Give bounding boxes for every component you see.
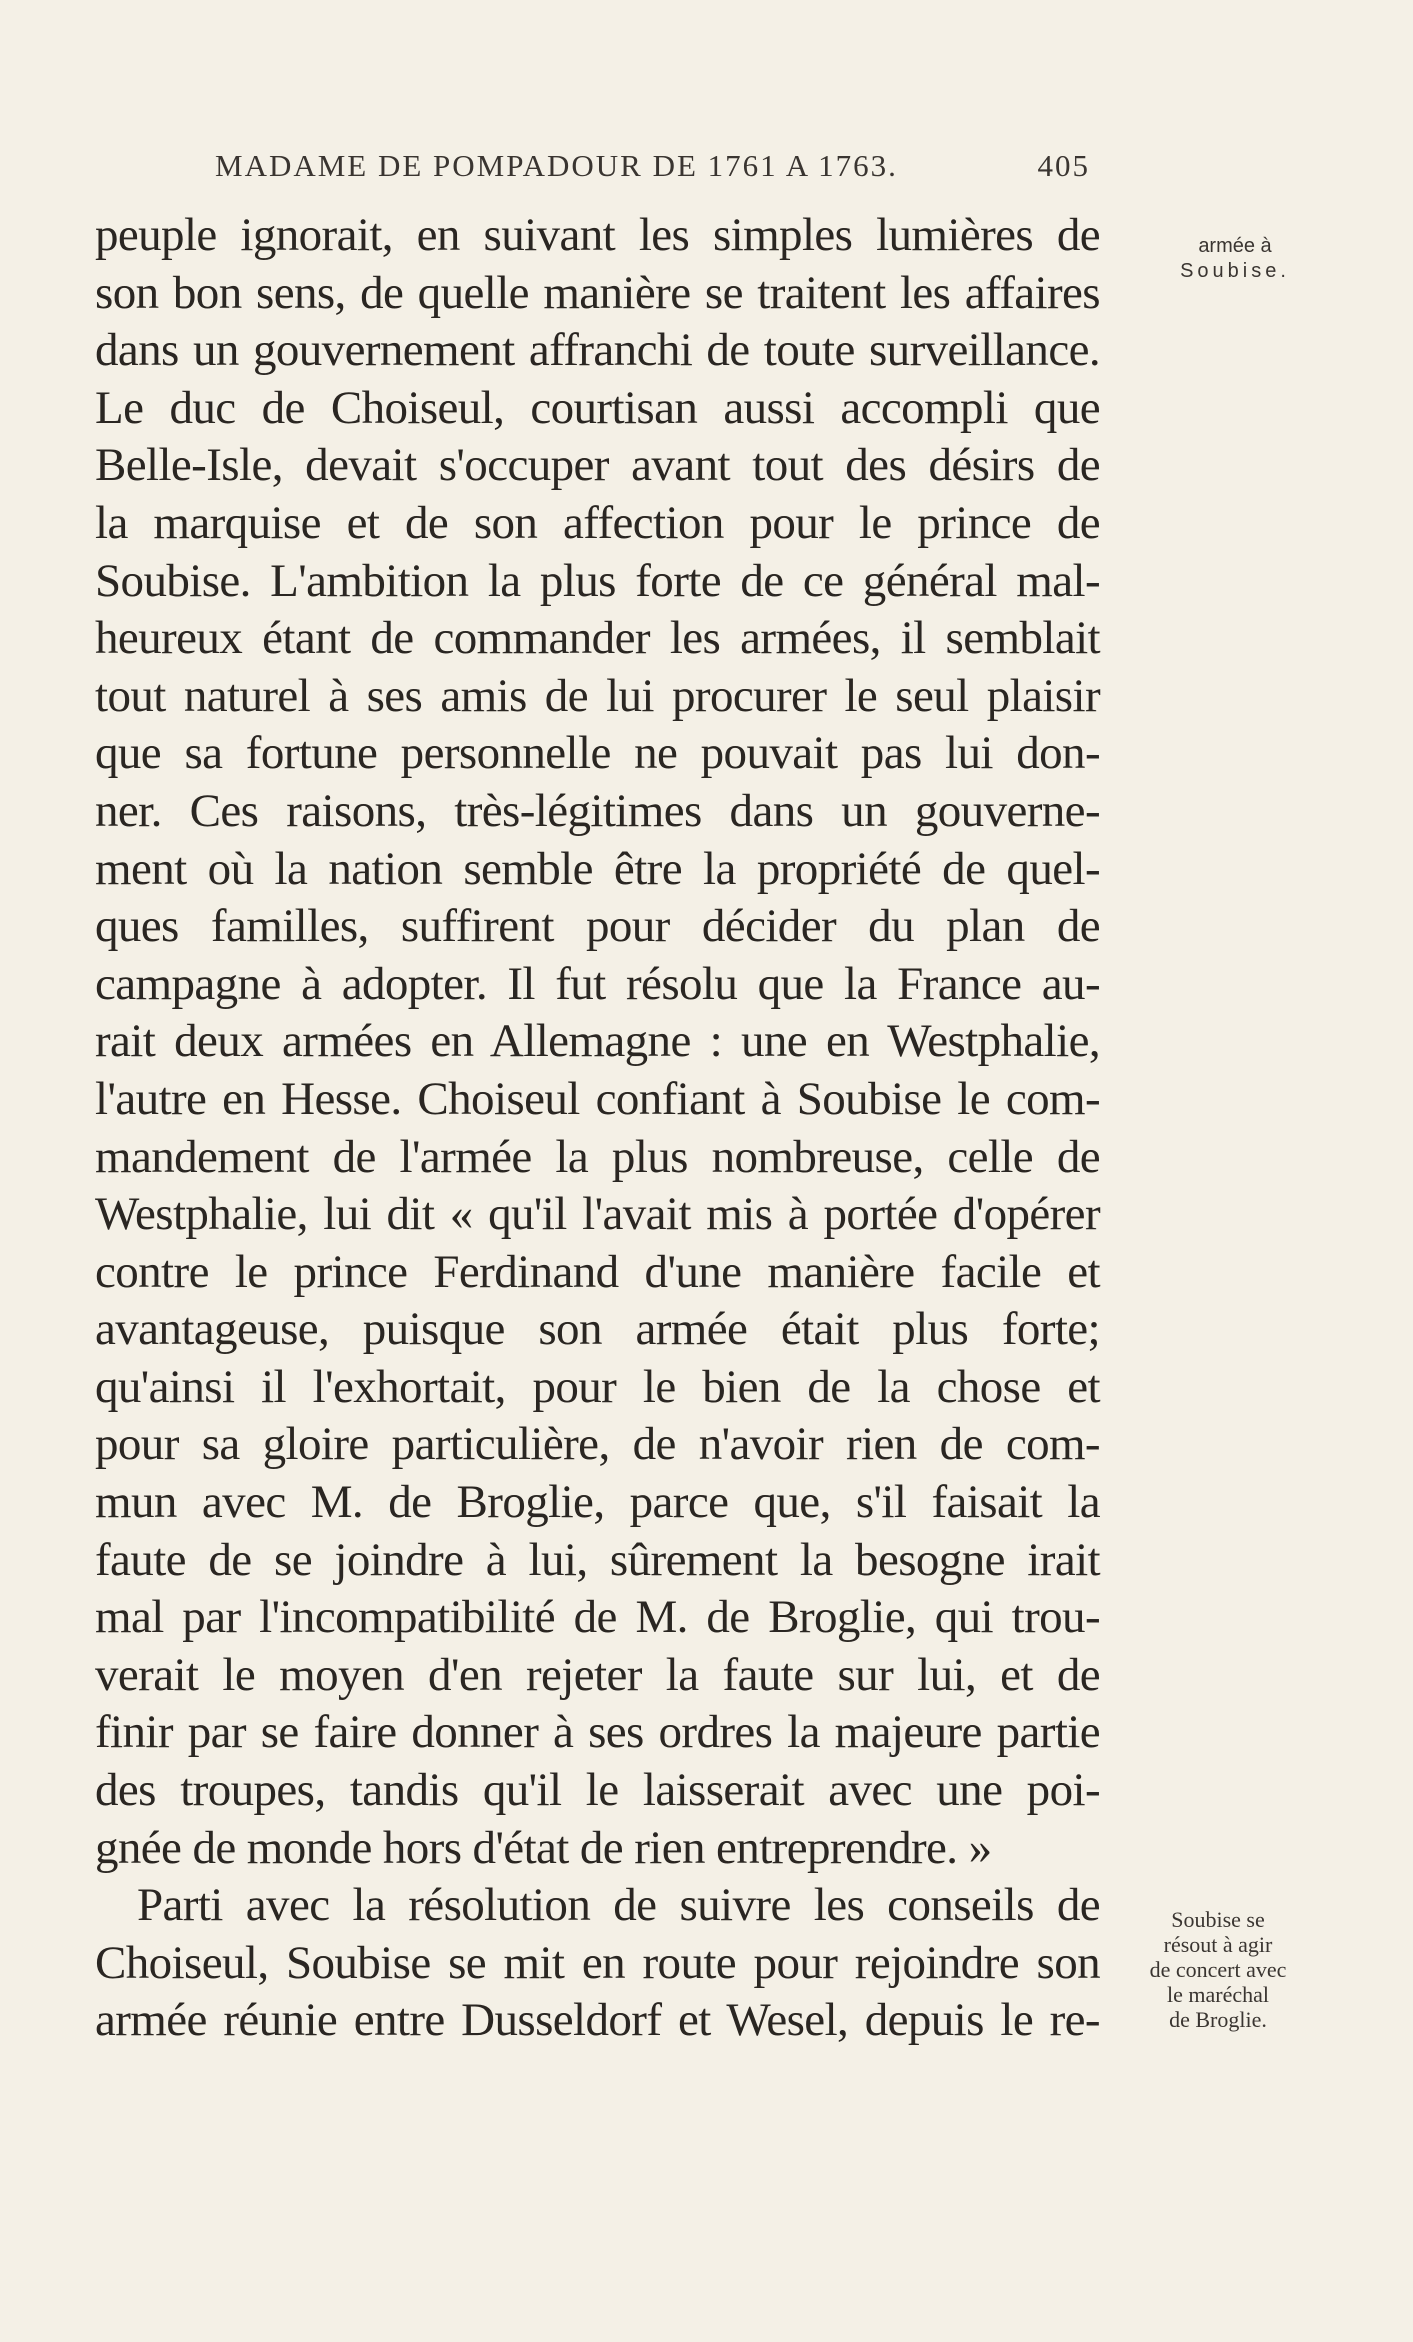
margin-note-line: de Broglie. bbox=[1169, 2007, 1267, 2032]
text-line: mal par l'incompatibilité de M. de Broglie, qui trou- bbox=[95, 1591, 1100, 1644]
margin-note-line: Soubise. bbox=[1180, 260, 1290, 282]
text-line: que sa fortune personnelle ne pouvait pas lui don- bbox=[95, 727, 1100, 780]
text-line: ner. Ces raisons, très-légitimes dans un gouverne- bbox=[95, 784, 1100, 837]
margin-note-line: de concert avec bbox=[1149, 1957, 1287, 1982]
text-line: Westphalie, lui dit « qu'il l'avait mis à portée d'opérer bbox=[95, 1188, 1100, 1241]
text-line: mandement de l'armée la plus nombreuse, celle de bbox=[95, 1130, 1100, 1183]
text-line: avantageuse, puisque son armée était plus forte; bbox=[95, 1303, 1100, 1356]
margin-note-armee-a-soubise bbox=[1160, 234, 1310, 284]
body-text bbox=[95, 207, 1100, 2050]
text-line: Choiseul, Soubise se mit en route pour rejoindre son bbox=[95, 1936, 1100, 1989]
text-line: ment où la nation semble être la propriété de quel- bbox=[95, 842, 1100, 895]
text-line: des troupes, tandis qu'il le laisserait avec une poi- bbox=[95, 1764, 1100, 1817]
text-line: armée réunie entre Dusseldorf et Wesel, depuis le re- bbox=[95, 1994, 1100, 2047]
running-head bbox=[215, 148, 1090, 188]
running-head-title: MADAME DE POMPADOUR DE 1761 A 1763. bbox=[215, 148, 898, 183]
text-line: qu'ainsi il l'exhortait, pour le bien de la chose et bbox=[95, 1360, 1100, 1413]
page-number: 405 bbox=[1037, 148, 1090, 183]
text-line: faute de se joindre à lui, sûrement la besogne irait bbox=[95, 1533, 1100, 1586]
text-line: contre le prince Ferdinand d'une manière facile et bbox=[95, 1245, 1100, 1298]
margin-note-line: résout à agir bbox=[1163, 1932, 1273, 1957]
text-line: l'autre en Hesse. Choiseul confiant à Soubise le com- bbox=[95, 1072, 1100, 1125]
margin-note-line: Soubise se bbox=[1171, 1907, 1265, 1932]
text-line: campagne à adopter. Il fut résolu que la France au- bbox=[95, 957, 1100, 1010]
text-line: finir par se faire donner à ses ordres la majeure partie bbox=[95, 1706, 1100, 1759]
text-line: peuple ignorait, en suivant les simples lumières de bbox=[95, 209, 1100, 261]
text-line: la marquise et de son affection pour le prince de bbox=[95, 496, 1100, 549]
text-line: Belle-Isle, devait s'occuper avant tout des désirs de bbox=[95, 439, 1100, 492]
text-line: Parti avec la résolution de suivre les conseils de bbox=[137, 1879, 1100, 1932]
text-line: Soubise. L'ambition la plus forte de ce général mal- bbox=[95, 554, 1100, 607]
text-line: heureux étant de commander les armées, il semblait bbox=[95, 612, 1100, 665]
text-line: rait deux armées en Allemagne : une en Westphalie, bbox=[95, 1015, 1100, 1068]
text-line: Le duc de Choiseul, courtisan aussi accompli que bbox=[95, 381, 1100, 434]
text-line: ques familles, suffirent pour décider du plan de bbox=[95, 900, 1100, 953]
text-line: dans un gouvernement affranchi de toute surveillance. bbox=[95, 324, 1100, 377]
margin-note-soubise-resout bbox=[1118, 1907, 1318, 2032]
text-line: verait le moyen d'en rejeter la faute sur lui, et de bbox=[95, 1648, 1100, 1701]
text-line: tout naturel à ses amis de lui procurer le seul plaisir bbox=[95, 669, 1100, 722]
text-line: son bon sens, de quelle manière se traitent les affaires bbox=[95, 266, 1100, 319]
margin-note-line: le maréchal bbox=[1167, 1982, 1269, 2007]
text-line: mun avec M. de Broglie, parce que, s'il faisait la bbox=[95, 1476, 1100, 1529]
text-line: gnée de monde hors d'état de rien entreprendre. » bbox=[95, 1821, 992, 1874]
margin-note-line: armée à bbox=[1198, 235, 1272, 257]
text-line: pour sa gloire particulière, de n'avoir rien de com- bbox=[95, 1418, 1100, 1471]
